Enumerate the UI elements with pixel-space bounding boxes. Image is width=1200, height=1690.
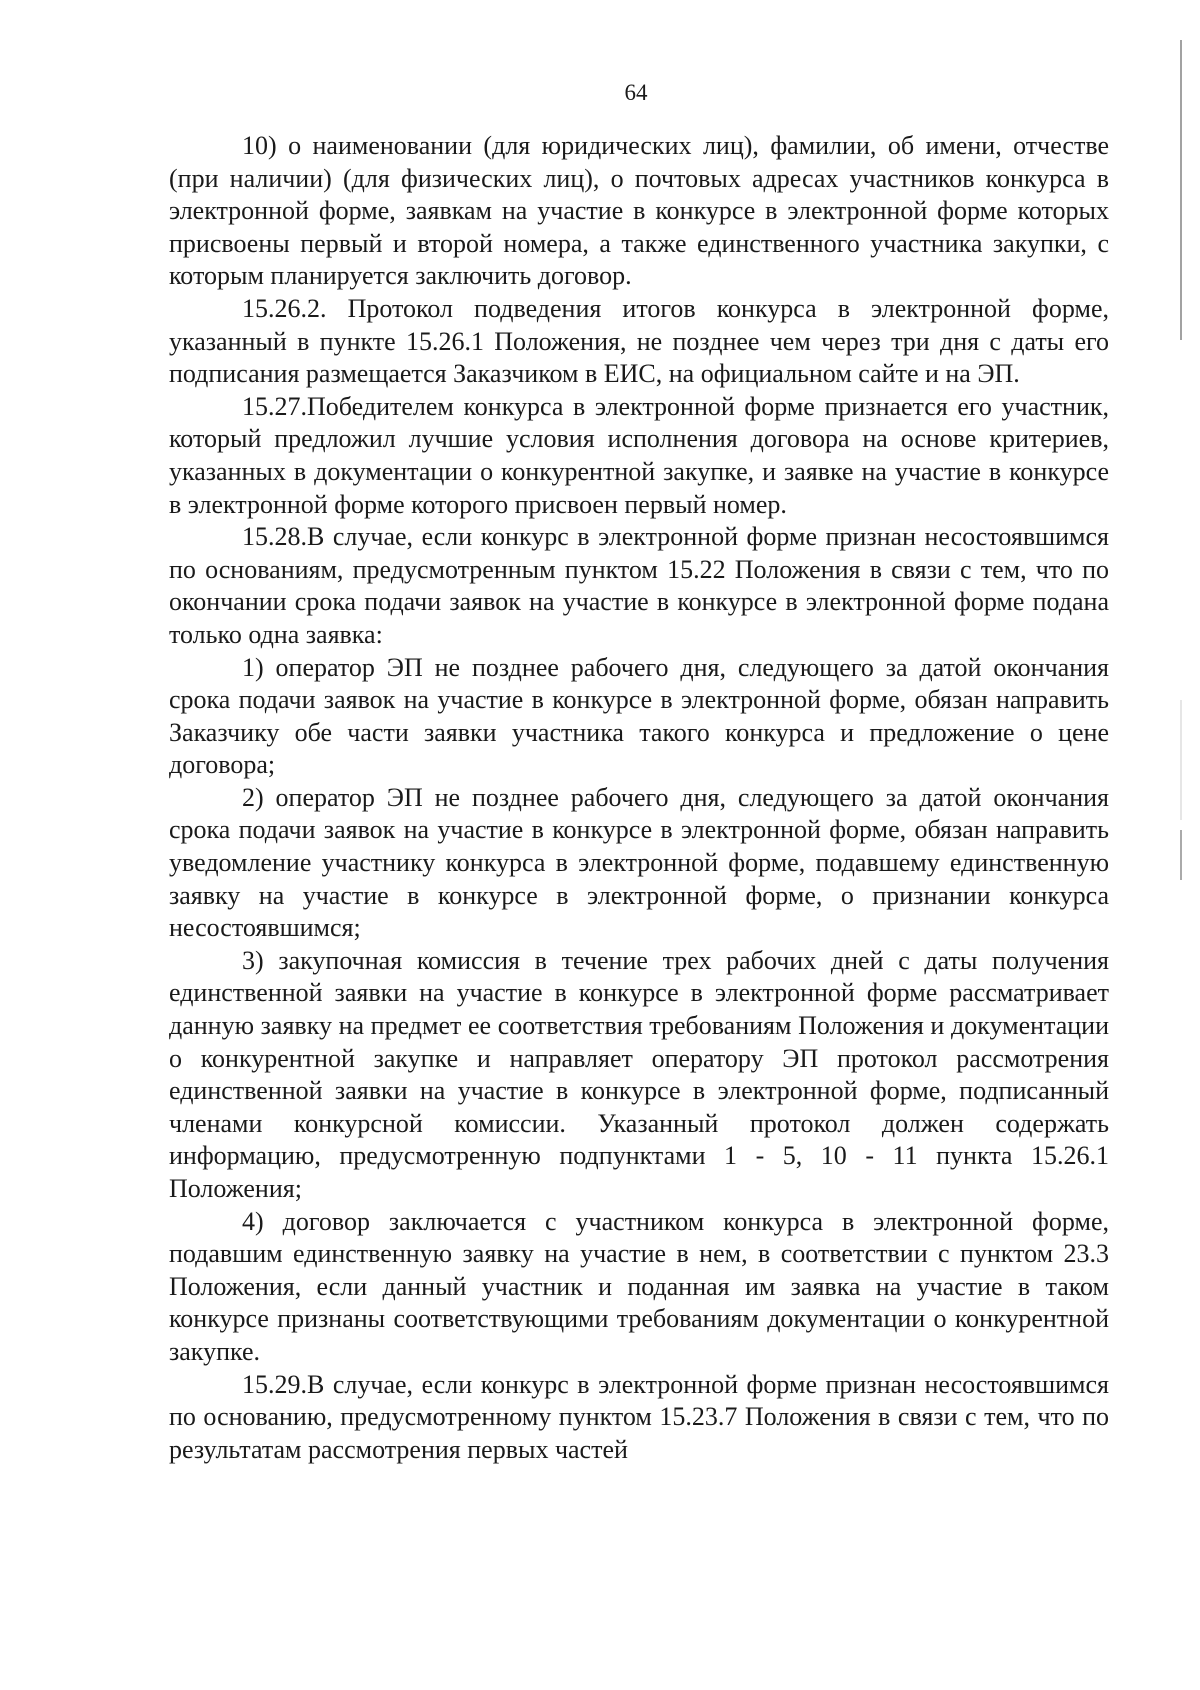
paragraph-15-26-2: 15.26.2. Протокол подведения итогов конкурса в электронной форме, указанный в пункте 15.26.1 Положения, не позднее чем через три дня с даты его подписания размещается Заказчиком в ЕИС, на официальном сайте и на ЭП. [169, 293, 1109, 389]
paragraph-item-10: 10) о наименовании (для юридических лиц), фамилии, об имени, отчестве (при наличии) (для физических лиц), о почтовых адресах участников конкурса в электронной форме, заявкам на участие в конкурсе в электронной форме которых присвоены первый и второй номера, а также единственного участника закупки, с которым планируется заключить договор. [169, 131, 1109, 291]
paragraph-item-2: 2) оператор ЭП не позднее рабочего дня, следующего за датой окончания срока подачи заявок на участие в конкурсе в электронной форме, обязан направить уведомление участнику конкурса в электронной форме, подавшему единственную заявку на участие в конкурсе в электронной форме, о признании конкурса несостоявшимся; [169, 782, 1109, 943]
paragraph-15-29: 15.29.В случае, если конкурс в электронной форме признан несостоявшимся по основанию, предусмотренному пунктом 15.23.7 Положения в связи с тем, что по результатам рассмотрения первых частей [169, 1369, 1109, 1464]
paragraph-item-3: 3) закупочная комиссия в течение трех рабочих дней с даты получения единственной заявки на участие в конкурсе в электронной форме рассматривает данную заявку на предмет ее соответствия требованиям Положения и документации о конкурентной закупке и направляет оператору ЭП протокол рассмотрения единственной заявки на участие в конкурсе в электронной форме, подписанный членами конкурсной комиссии. Указанный протокол должен содержать информацию, предусмотренную подпунктами 1 - 5, 10 - 11 пункта 15.26.1 Положения; [169, 945, 1109, 1203]
document-body [169, 130, 1109, 1466]
page-number: 64 [624, 80, 648, 105]
scan-edge-mark [1180, 830, 1182, 880]
paragraph-15-28: 15.28.В случае, если конкурс в электронной форме признан несостоявшимся по основаниям, предусмотренным пунктом 15.22 Положения в связи с тем, что по окончании срока подачи заявок на участие в конкурсе в электронной форме подана только одна заявка: [169, 522, 1109, 649]
scan-edge-mark [1180, 700, 1182, 820]
paragraph-15-27: 15.27.Победителем конкурса в электронной форме признается его участник, который предложил лучшие условия исполнения договора на основе критериев, указанных в документации о конкурентной закупке, и заявке на участие в конкурсе в электронной форме которого присвоен первый номер. [169, 391, 1109, 519]
paragraph-item-4: 4) договор заключается с участником конкурса в электронной форме, подавшим единственную заявку на участие в нем, в соответствии с пунктом 23.3 Положения, если данный участник и поданная им заявка на участие в таком конкурсе признаны соответствующими требованиям документации о конкурентной закупке. [169, 1206, 1109, 1366]
paragraph-item-1: 1) оператор ЭП не позднее рабочего дня, следующего за датой окончания срока подачи заявок на участие в конкурсе в электронной форме, обязан направить Заказчику обе части заявки участника такого конкурса и предложение о цене договора; [169, 652, 1109, 780]
